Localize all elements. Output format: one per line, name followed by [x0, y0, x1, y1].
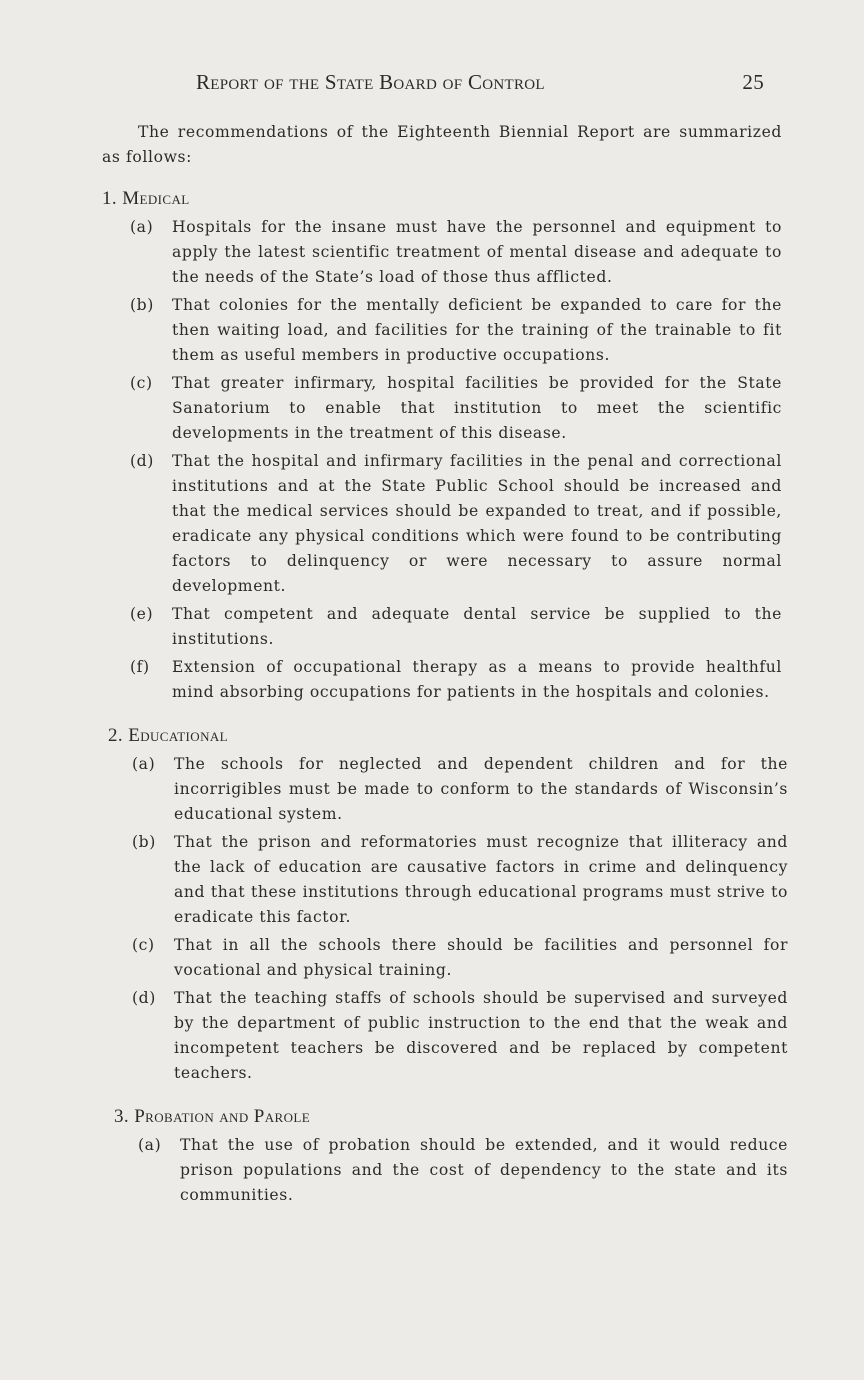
- section-title: Medical: [122, 188, 190, 209]
- item-marker: (e): [130, 605, 154, 623]
- section-educational: [102, 723, 788, 1086]
- item-text: That the teaching staffs of schools should be supervised and surveyed by the department of public instruction to the end that the weak and incompetent teachers be discovered and be replaced by competent teachers.: [174, 989, 788, 1082]
- item-text: That the use of probation should be extended, and it would reduce prison populations and the cost of dependency to the state and its communities.: [180, 1136, 788, 1204]
- item-text: The schools for neglected and dependent children and for the incorrigibles must be made to conform to the standards of Wisconsin’s educational system.: [174, 755, 788, 823]
- item-text: That the hospital and infirmary facilities in the penal and correctional institutions and at the State Public School should be increased and that the medical services should be expanded to treat, and if possible, eradicate any physical conditions which were found to be contributing factors to delinquency or were necessary to assure normal development.: [172, 452, 782, 595]
- item-marker: (a): [138, 1136, 162, 1154]
- section-number: 2.: [108, 725, 124, 746]
- section-number: 3.: [114, 1106, 130, 1127]
- item-marker: (b): [132, 833, 156, 851]
- list-item: [102, 986, 788, 1086]
- running-title: Report of the State Board of Control: [196, 70, 545, 94]
- page-number: 25: [742, 70, 764, 94]
- list-item: [102, 752, 788, 827]
- list-item: [102, 371, 782, 446]
- section-heading: [102, 186, 782, 212]
- section-number: 1.: [102, 188, 118, 209]
- item-text: That colonies for the mentally deficient be expanded to care for the then waiting load, and facilities for the training of the trainable to fit them as useful members in productive occupations.: [172, 296, 782, 364]
- item-marker: (d): [132, 989, 156, 1007]
- item-marker: (b): [130, 296, 154, 314]
- section-title: Probation and Parole: [134, 1106, 311, 1127]
- list-item: [102, 449, 782, 599]
- item-text: That greater infirmary, hospital facilities be provided for the State Sanatorium to enable that institution to meet the scientific developments in the treatment of this disease.: [172, 374, 782, 442]
- list-item: [102, 655, 782, 705]
- item-text: That in all the schools there should be facilities and personnel for vocational and physical training.: [174, 936, 788, 979]
- section-title: Educational: [128, 725, 228, 746]
- item-marker: (c): [130, 374, 153, 392]
- list-item: [102, 293, 782, 368]
- section-heading: [114, 1104, 782, 1130]
- item-text: That competent and adequate dental service be supplied to the institutions.: [172, 605, 782, 648]
- list-item: [102, 933, 788, 983]
- section-heading: [108, 723, 782, 749]
- list-item: [102, 1133, 788, 1208]
- item-text: Hospitals for the insane must have the personnel and equipment to apply the latest scientific treatment of mental disease and adequate to the needs of the State’s load of those thus afflicted.: [172, 218, 782, 286]
- list-item: [102, 602, 782, 652]
- page-header: [196, 70, 770, 95]
- list-item: [102, 830, 788, 930]
- item-marker: (d): [130, 452, 154, 470]
- item-marker: (a): [130, 218, 154, 236]
- page-body: [102, 120, 788, 1226]
- item-marker: (c): [132, 936, 155, 954]
- section-medical: [102, 186, 782, 705]
- item-text: That the prison and reformatories must recognize that illiteracy and the lack of education are causative factors in crime and delinquency and that these institutions through educational programs must strive to eradicate this factor.: [174, 833, 788, 926]
- list-item: [102, 215, 782, 290]
- item-marker: (a): [132, 755, 156, 773]
- item-marker: (f): [130, 658, 150, 676]
- intro-paragraph: The recommendations of the Eighteenth Biennial Report are summarized as follows:: [102, 123, 782, 166]
- section-probation-parole: [102, 1104, 788, 1208]
- item-text: Extension of occupational therapy as a means to provide healthful mind absorbing occupations for patients in the hospitals and colonies.: [172, 658, 782, 701]
